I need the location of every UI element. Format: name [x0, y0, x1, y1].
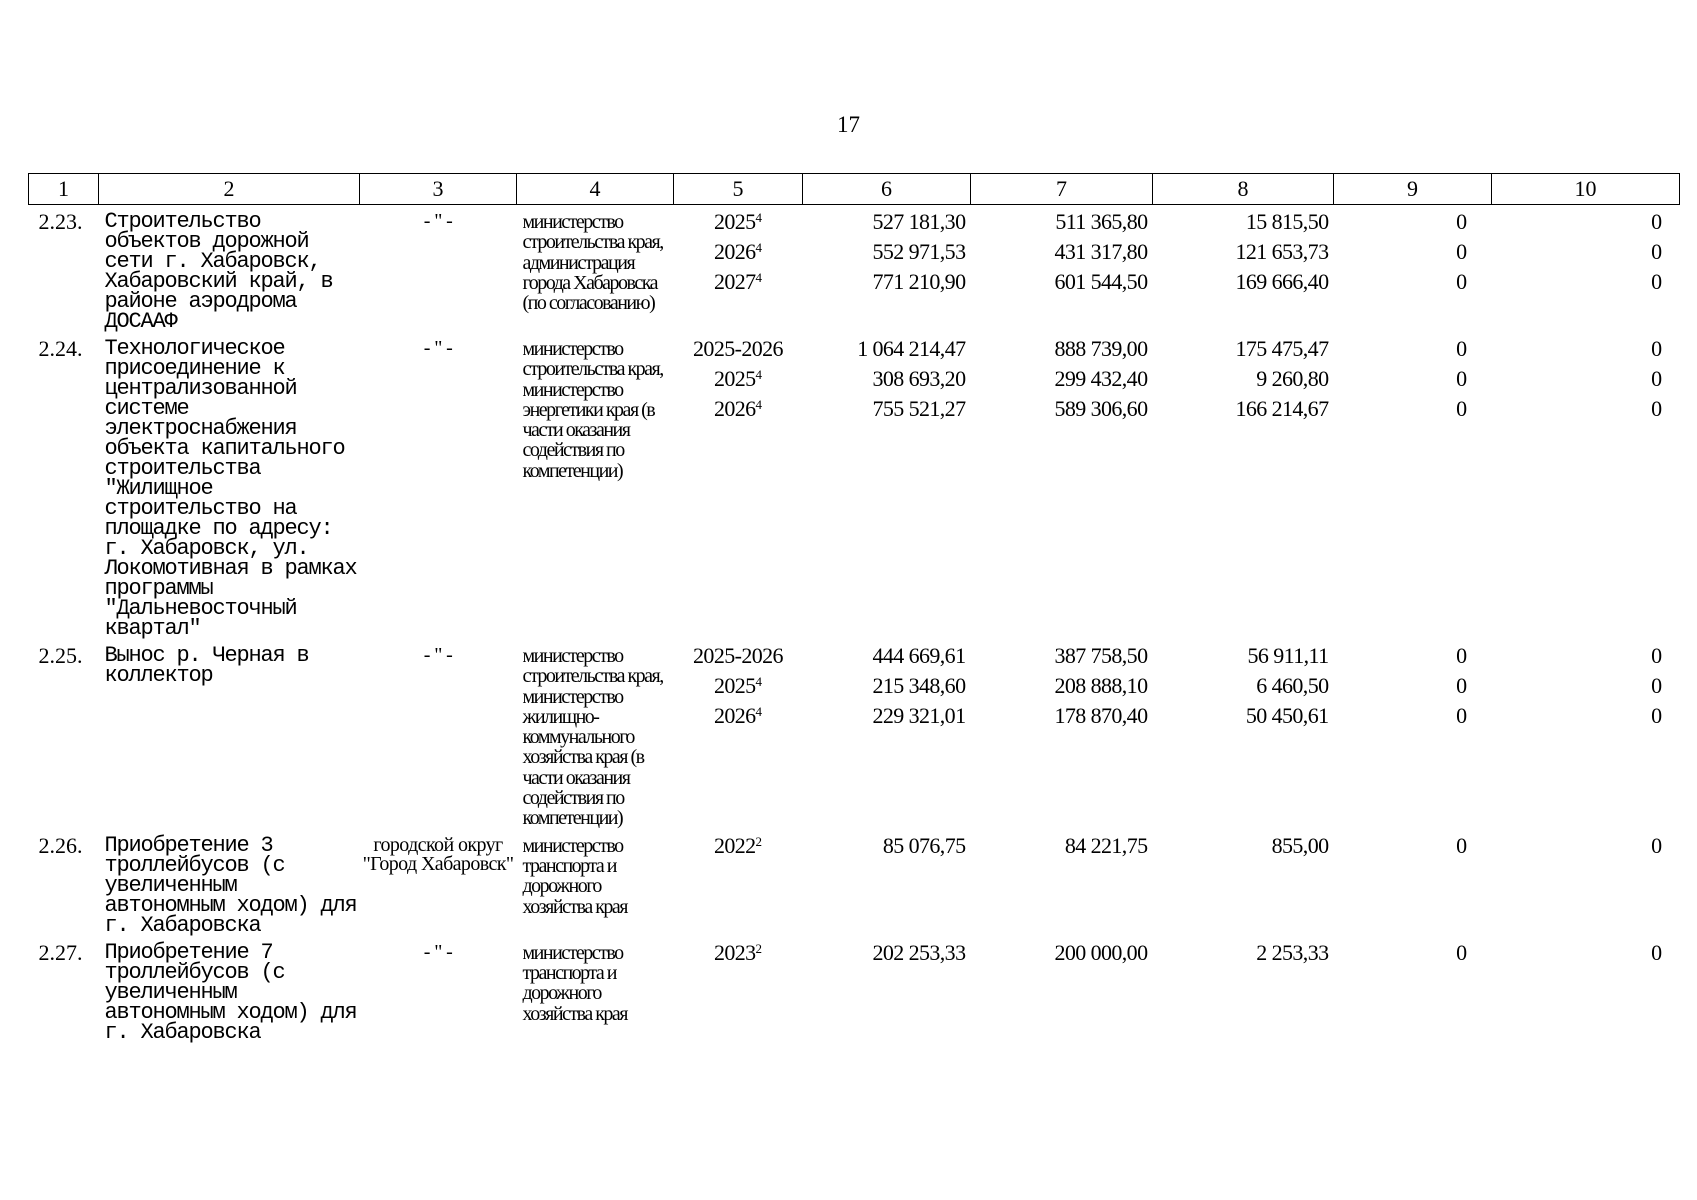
column-header: 4 [517, 174, 674, 205]
column-header: 3 [360, 174, 517, 205]
year [674, 939, 803, 973]
table-row [29, 639, 1680, 829]
value-col8-group [1153, 936, 1334, 1043]
value-col9-group [1334, 936, 1492, 1043]
total-cell: 444 669,61 [872, 643, 966, 668]
value-col9: 0 [1456, 396, 1467, 421]
value-col10: 0 [1651, 673, 1662, 698]
value-col10: 0 [1651, 832, 1662, 858]
value-col9: 0 [1456, 269, 1467, 294]
total-cell: 771 210,90 [872, 269, 966, 294]
year-cell-group [674, 639, 803, 829]
executor: министерство строительства края, министерство энергетики края (в части оказания содействия по компетенции) [522, 338, 663, 482]
value-col8-group [1153, 205, 1334, 333]
value-col7-group [971, 332, 1153, 639]
row-number: 2.26. [38, 832, 83, 858]
value-col10: 0 [1651, 336, 1662, 361]
footnote-mark: 4 [755, 367, 763, 382]
measure-name: Технологическое присоединение к централизованной системе электроснабжения объекта капитального строительства "Жилищное строительство на площадке по адресу: г. Хабаровск, ул. Локомотивная в рамках программы "Дальневосточный квартал" [104, 336, 357, 641]
row-number: 2.24. [38, 336, 83, 361]
value-col9: 0 [1456, 209, 1467, 234]
value-col7-group [971, 829, 1153, 936]
value-col7: 200 000,00 [1054, 939, 1148, 965]
value-col10: 0 [1651, 396, 1662, 421]
year-value: 2023 [713, 939, 756, 965]
row-number: 2.25. [38, 643, 83, 668]
value-col8: 50 450,61 [1245, 703, 1329, 728]
value-col10: 0 [1651, 703, 1662, 728]
measure-name: Строительство объектов дорожной сети г. Хабаровск, Хабаровский край, в районе аэродрома ДОСААФ [104, 209, 333, 334]
value-col7: 601 544,50 [1054, 269, 1148, 294]
year-value: 2025-2026 [693, 643, 783, 668]
measure-name: Приобретение 7 троллейбусов (с увеличенным автономным ходом) для г. Хабаровска [104, 939, 357, 1045]
recipient: - " - [423, 337, 453, 359]
value-col9: 0 [1456, 643, 1467, 668]
value-col7: 431 317,80 [1054, 239, 1148, 264]
value-col7-group [971, 936, 1153, 1043]
recipient: городской округ "Город Хабаровск" [362, 833, 514, 875]
year-value: 2025 [713, 209, 756, 234]
value-col8: 175 475,47 [1235, 336, 1329, 361]
value-col9: 0 [1456, 366, 1467, 391]
value-col7: 84 221,75 [1064, 832, 1148, 858]
year-value: 2022 [713, 832, 756, 858]
value-col7: 178 870,40 [1054, 703, 1148, 728]
total-cell: 755 521,27 [872, 396, 966, 421]
year [674, 643, 803, 676]
value-col10: 0 [1651, 239, 1662, 264]
year-cell-group [674, 829, 803, 936]
year-cell-group [674, 332, 803, 639]
value-col8: 56 911,11 [1247, 643, 1329, 668]
year [674, 396, 803, 429]
column-header: 5 [674, 174, 803, 205]
page-number: 17 [837, 112, 860, 137]
year [674, 832, 803, 866]
total-cell: 85 076,75 [882, 832, 966, 858]
value-col9: 0 [1456, 703, 1467, 728]
year-cell-group [674, 936, 803, 1043]
table-row [29, 205, 1680, 333]
year [674, 336, 803, 369]
value-col10: 0 [1651, 366, 1662, 391]
value-col7: 299 432,40 [1054, 366, 1148, 391]
measure-name: Вынос р. Черная в коллектор [104, 643, 309, 688]
table-row [29, 829, 1680, 936]
column-header: 2 [99, 174, 360, 205]
footnote-mark: 2 [755, 833, 763, 849]
value-col8: 169 666,40 [1235, 269, 1329, 294]
footnote-mark: 4 [755, 674, 763, 689]
total-cell-group [803, 332, 971, 639]
footnote-mark: 4 [755, 210, 763, 225]
executor: министерство транспорта и дорожного хозяйства края [522, 834, 628, 918]
total-cell: 202 253,33 [872, 939, 966, 965]
value-col10-group [1492, 639, 1680, 829]
value-col8: 6 460,50 [1256, 673, 1329, 698]
value-col10-group [1492, 936, 1680, 1043]
total-cell-group [803, 205, 971, 333]
value-col8-group [1153, 829, 1334, 936]
year-value: 2025-2026 [693, 336, 783, 361]
value-col10: 0 [1651, 939, 1662, 965]
year [674, 239, 803, 272]
value-col10: 0 [1651, 643, 1662, 668]
value-col8: 855,00 [1271, 832, 1329, 858]
total-cell: 215 348,60 [872, 673, 966, 698]
value-col7-group [971, 205, 1153, 333]
value-col8: 15 815,50 [1245, 209, 1329, 234]
column-header: 6 [803, 174, 971, 205]
value-col10-group [1492, 332, 1680, 639]
value-col9: 0 [1456, 673, 1467, 698]
total-cell: 552 971,53 [872, 239, 966, 264]
value-col9-group [1334, 332, 1492, 639]
year [674, 366, 803, 399]
value-col9: 0 [1456, 939, 1467, 965]
column-header: 9 [1334, 174, 1492, 205]
value-col9: 0 [1456, 239, 1467, 264]
year-value: 2026 [713, 703, 756, 728]
row-number: 2.27. [38, 939, 83, 965]
value-col9: 0 [1456, 832, 1467, 858]
year [674, 673, 803, 706]
year-value: 2025 [713, 366, 756, 391]
year-value: 2026 [713, 239, 756, 264]
value-col10-group [1492, 205, 1680, 333]
year-value: 2027 [713, 269, 756, 294]
value-col7: 387 758,50 [1054, 643, 1148, 668]
table-row [29, 936, 1680, 1043]
value-col10-group [1492, 829, 1680, 936]
column-header: 1 [29, 174, 99, 205]
total-cell-group [803, 936, 971, 1043]
header-row [29, 174, 1680, 205]
value-col7: 208 888,10 [1054, 673, 1148, 698]
column-header: 10 [1492, 174, 1680, 205]
value-col10: 0 [1651, 209, 1662, 234]
footnote-mark: 4 [755, 704, 763, 719]
value-col9-group [1334, 639, 1492, 829]
year-value: 2026 [713, 396, 756, 421]
footnote-mark: 4 [755, 397, 763, 412]
program-table [28, 173, 1680, 1043]
value-col8: 121 653,73 [1235, 239, 1329, 264]
value-col9-group [1334, 829, 1492, 936]
table-row [29, 332, 1680, 639]
row-number: 2.23. [38, 209, 83, 234]
column-header: 8 [1153, 174, 1334, 205]
year-value: 2025 [713, 673, 756, 698]
total-cell: 1 064 214,47 [857, 336, 966, 361]
value-col8-group [1153, 639, 1334, 829]
recipient: - " - [423, 210, 453, 232]
value-col7: 511 365,80 [1055, 209, 1148, 234]
value-col7: 589 306,60 [1054, 396, 1148, 421]
executor: министерство строительства края, министерство жилищно-коммунального хозяйства края (в части оказания содействия по компетенции) [522, 645, 663, 830]
recipient: - " - [423, 940, 453, 963]
total-cell: 308 693,20 [872, 366, 966, 391]
value-col7: 888 739,00 [1054, 336, 1148, 361]
year [674, 209, 803, 242]
value-col10: 0 [1651, 269, 1662, 294]
total-cell: 527 181,30 [872, 209, 966, 234]
footnote-mark: 2 [755, 940, 763, 956]
total-cell-group [803, 829, 971, 936]
total-cell: 229 321,01 [872, 703, 966, 728]
year [674, 703, 803, 736]
measure-name: Приобретение 3 троллейбусов (с увеличенным автономным ходом) для г. Хабаровска [104, 832, 357, 938]
executor: министерство строительства края, администрация города Хабаровска (по согласованию) [522, 211, 663, 315]
total-cell-group [803, 639, 971, 829]
executor: министерство транспорта и дорожного хозяйства края [522, 941, 628, 1025]
value-col8: 166 214,67 [1235, 396, 1329, 421]
footnote-mark: 4 [755, 270, 763, 285]
year [674, 269, 803, 302]
value-col9: 0 [1456, 336, 1467, 361]
value-col8: 2 253,33 [1256, 939, 1329, 965]
value-col8-group [1153, 332, 1334, 639]
column-header: 7 [971, 174, 1153, 205]
value-col7-group [971, 639, 1153, 829]
footnote-mark: 4 [755, 240, 763, 255]
year-cell-group [674, 205, 803, 333]
recipient: - " - [423, 644, 453, 666]
value-col9-group [1334, 205, 1492, 333]
value-col8: 9 260,80 [1256, 366, 1329, 391]
